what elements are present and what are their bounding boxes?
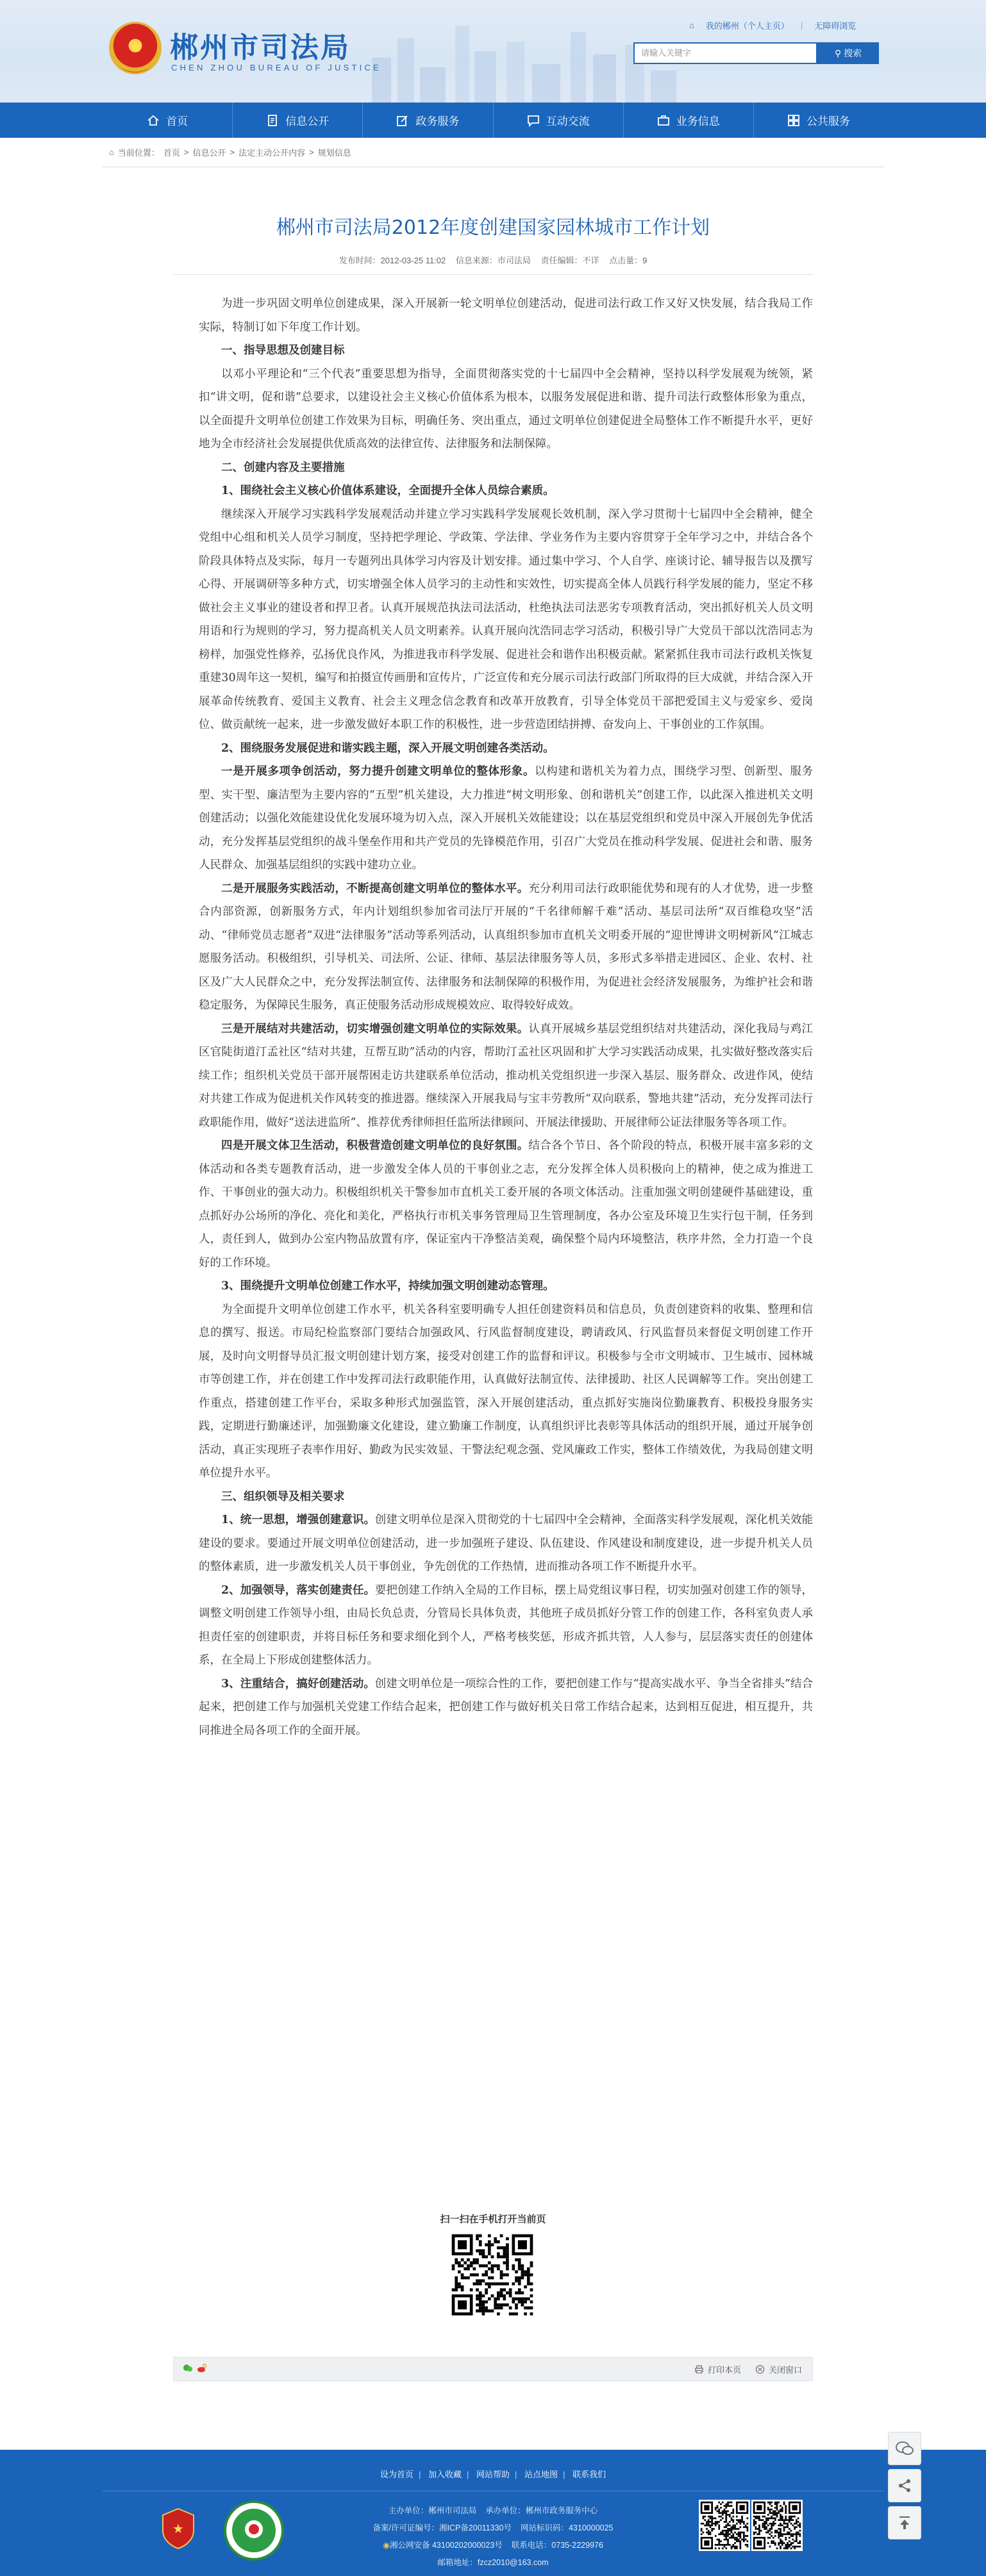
nav-item-home[interactable] xyxy=(103,103,233,138)
section-heading: 2、围绕服务发展促进和谐实践主题，深入开展文明创建各类活动。 xyxy=(221,741,555,755)
view-count: 点击量：9 xyxy=(609,256,648,265)
breadcrumb xyxy=(109,146,351,158)
email-text: 邮箱地址：fzcz2010@163.com xyxy=(437,2558,549,2567)
paragraph-text: 以构建和谐机关为着力点，围绕学习型、创新型、服务型、实干型、廉洁型为主要内容的“五型”机关建设，大力推进“树文明形象、创和谐机关”创建工作，以此深入推进机关文明创建活动；以强化效能建设优化发展环境为切入点，深入开展机关效能建设；以在基层党组织和党员中深入开展创先争优活动，充分发挥基层党组织的战斗堡垒作用和共产党员的先锋模范作用，引召广大党员在推动科学发展、促进社会和谐、服务人民群众、加强基层组织的实践中建功立业。 xyxy=(199,765,813,871)
phone-text: 联系电话：0735-2229976 xyxy=(511,2541,603,2550)
paragraph-text: 要把创建工作纳入全局的工作目标，摆上局党组议事日程，切实加强对创建工作的领导，调整文明创建工作领导小组，由局长负总责，分管局长具体负责，其他班子成员抓好分管工作的创建工作，各科室负责人承担责任室的创建职责，并将目标任务和要求细化到个人，严格考核奖惩，形成齐抓共管，人人参与，层层落实责任的创建体系，在全局上下形成创建整体活力。 xyxy=(199,1583,813,1667)
meta-divider xyxy=(173,274,813,275)
print-label: 打印本页 xyxy=(707,2365,741,2375)
paragraph-lead: 二是开展服务实践活动，不断提高创建文明单位的整体水平。 xyxy=(221,882,529,895)
paragraph-lead: 三是开展结对共建活动，切实增强创建文明单位的实际效果。 xyxy=(221,1022,529,1036)
weibo-qr-code-icon xyxy=(751,2500,803,2551)
nav-item-interaction[interactable] xyxy=(494,103,624,138)
site-footer xyxy=(0,2450,986,2576)
top-links xyxy=(689,19,856,31)
breadcrumb-item-planning[interactable]: 规划信息 xyxy=(317,148,351,158)
footer-link-help[interactable]: 网站帮助 xyxy=(476,2470,510,2479)
article-meta xyxy=(103,254,883,266)
section-heading: 3、围绕提升文明单位创建工作水平，持续加强文明创建动态管理。 xyxy=(221,1280,555,1292)
icp-text[interactable]: 备案/许可证编号：湘ICP备20011330号 xyxy=(372,2523,512,2532)
responsible-editor: 责任编辑：不详 xyxy=(540,256,599,265)
nav-item-label: 政务服务 xyxy=(415,115,460,128)
gov-site-error-correction-badge-icon[interactable] xyxy=(223,2500,285,2561)
organizer-text: 承办单位：郴州市政务服务中心 xyxy=(485,2506,598,2515)
close-window-button[interactable] xyxy=(755,2363,802,2375)
page-actions xyxy=(694,2363,802,2375)
search-button[interactable] xyxy=(817,42,879,64)
accessibility-link[interactable]: 无障碍浏览 xyxy=(814,21,856,31)
briefcase-icon xyxy=(657,114,670,127)
svg-text:★: ★ xyxy=(172,2522,184,2536)
paragraph-lead: 1、统一思想，增强创建意识。 xyxy=(221,1514,375,1526)
paragraph-lead: 四是开展文体卫生活动，积极营造创建文明单位的良好氛围。 xyxy=(221,1139,529,1152)
article-paragraph xyxy=(199,1134,813,1275)
article-paragraph xyxy=(199,1018,813,1135)
search-icon: ⚲ xyxy=(834,48,842,58)
breadcrumb-item-home[interactable]: 首页 xyxy=(163,148,180,158)
article-paragraph: 为全面提升文明单位创建工作水平，机关各科室要明确专人担任创建资料员和信息员，负责创建资料的收集、整理和信息的撰写、报送。市局纪检监察部门要结合加强政风、行风监督制度建设，聘请政风、行风监督员来督促文明创建工作开展，及时向文明督导员汇报文明创建计划方案，接受对创建工作的监督和评议。积极参与全市文明城市、卫生城市、园林城市等创建工作，并在创建工作中发挥司法行政职能作用，认真做好法制宣传、法律援助、社区人民调解等工作。突出创建工作重点，搭建创建工作平台，采取多种形式加强监管，深入开展创建活动，重点抓好实施岗位勤廉教育、积极投身服务实践，定期进行勤廉述评，加强勤廉文化建设，建立勤廉工作制度，认真组织评比表彰等具体活动的组织开展，通过开展争创活动，真正实现班子表率作用好、勤政为民实效显、干警法纪观念强、党风廉政工作实，整体工作绩效优，为我局创建文明单位提升水平。 xyxy=(199,1303,813,1480)
weibo-share-icon[interactable] xyxy=(197,2363,207,2374)
section-heading: 一、指导思想及创建目标 xyxy=(221,344,345,357)
party-gov-badge-icon[interactable] xyxy=(162,2507,195,2550)
section-heading: 1、围绕社会主义核心价值体系建设，全面提升全体人员综合素质。 xyxy=(221,484,555,497)
edit-icon xyxy=(396,114,409,127)
article-paragraph xyxy=(199,877,813,1018)
close-icon xyxy=(755,2365,765,2374)
article-body xyxy=(199,292,813,1742)
site-title[interactable]: 郴州市司法局 xyxy=(170,31,351,64)
search-input[interactable]: 请输入关键字 xyxy=(633,42,817,64)
document-icon xyxy=(266,114,279,127)
wechat-qr-code-icon xyxy=(699,2500,750,2551)
wechat-share-icon[interactable] xyxy=(183,2363,193,2374)
location-icon: ⌂ xyxy=(109,147,114,157)
site-code-text: 网站标识码：4310000025 xyxy=(520,2523,614,2532)
share-icons xyxy=(183,2363,207,2374)
printer-icon xyxy=(694,2365,704,2374)
article-paragraph xyxy=(199,1672,813,1743)
article-paragraph: 为进一步巩固文明单位创建成果，深入开展新一轮文明单位创建活动，促进司法行政工作又好又快发展，结合我局工作实际，特制订如下年度工作计划。 xyxy=(199,297,813,334)
publish-time: 发布时间：2012-03-25 11:02 xyxy=(338,256,446,265)
national-emblem-icon: ★ xyxy=(109,22,162,74)
article-paragraph xyxy=(199,1508,813,1579)
footer-links: 设为首页 | 加入收藏 | 网站帮助 | 站点地图 | 联系我们 xyxy=(380,2470,606,2479)
footer-info xyxy=(295,2502,691,2572)
personal-home-link[interactable]: 我的郴州（个人主页） xyxy=(705,21,789,31)
back-to-top-button[interactable] xyxy=(888,2506,921,2539)
footer-link-set-home[interactable]: 设为首页 xyxy=(380,2470,414,2479)
nav-item-gov-service[interactable] xyxy=(363,103,493,138)
home-icon xyxy=(147,114,160,127)
home-small-icon[interactable]: ⌂ xyxy=(689,21,694,30)
breadcrumb-label: 当前位置： xyxy=(117,148,160,158)
breadcrumb-item-info-public[interactable]: 信息公开 xyxy=(192,148,226,158)
breadcrumb-separator: > xyxy=(183,147,189,157)
nav-item-label: 信息公开 xyxy=(285,115,330,128)
grid-icon xyxy=(787,114,800,127)
site-header xyxy=(0,0,986,103)
footer-link-contact[interactable]: 联系我们 xyxy=(572,2470,606,2479)
paragraph-lead: 3、注重结合，搞好创建活动。 xyxy=(221,1677,375,1690)
float-share-button[interactable] xyxy=(888,2469,921,2502)
police-record-text[interactable]: 湘公网安备 43100202000023号 xyxy=(389,2541,503,2550)
nav-item-business-info[interactable] xyxy=(624,103,754,138)
article-paragraph xyxy=(199,1579,813,1672)
share-icon xyxy=(897,2478,912,2493)
separator: | xyxy=(800,21,803,30)
arrow-up-icon xyxy=(897,2515,912,2531)
article-paragraph xyxy=(199,760,813,877)
print-button[interactable] xyxy=(694,2363,741,2375)
breadcrumb-separator: > xyxy=(230,147,235,157)
sponsor-text: 主办单位：郴州市司法局 xyxy=(388,2506,477,2515)
breadcrumb-separator: > xyxy=(309,147,314,157)
paragraph-lead: 2、加强领导，落实创建责任。 xyxy=(221,1583,375,1597)
float-wechat-button[interactable] xyxy=(888,2432,921,2465)
city-skyline-decoration xyxy=(359,19,680,103)
paragraph-text: 结合各个节日、各个阶段的特点，积极开展丰富多彩的文体活动和各类专题教育活动，进一步激发全体人员的干事创业之志，充分发挥全体人员积极向上的精神，使之成为推进工作、干事创业的强大动力。积极组织机关干警参加市直机关工委开展的各项文体活动。注重加强文明创建硬件基础建设，重点抓好办公场所的净化、亮化和美化，严格执行市机关事务管理局卫生管理制度，各办公室及环境卫生实行包干制，任务到人，责任到人，做到办公室内物品放置有序，保证室内干净整洁美观，确保整个局内环境整洁，秩序井然，全力打造一个良好的工作环境。 xyxy=(199,1139,814,1269)
chat-icon xyxy=(527,114,540,127)
section-heading: 二、创建内容及主要措施 xyxy=(221,461,345,474)
nav-item-label: 业务信息 xyxy=(676,115,720,128)
paragraph-lead: 一是开展多项争创活动，努力提升创建文明单位的整体形象。 xyxy=(221,765,535,778)
nav-item-label: 公共服务 xyxy=(806,115,850,128)
paragraph-text: 认真开展城乡基层党组织结对共建活动，深化我局与鸡江区官陡街道汀孟社区“结对共建，互帮互助”活动的内容，帮助汀孟社区巩固和扩大学习实践活动成果，扎实做好整改落实后续工作；组织机关党员干部开展帮困走访共建联系单位活动，推动机关党组织进一步深入基层、服务群众、改进作风，使结对共建工作成为促进机关作风转变的推进器。继续深入开展我局与宝丰劳教所“双向联系，警地共建”活动，充分发挥司法行政职能作用，做好“送法进监所”、推荐优秀律师担任监所法律顾问、开展法律援助、开展律师公证法律服务等各项工作。 xyxy=(199,1022,814,1129)
share-bar xyxy=(173,2357,813,2381)
article-paragraph: 继续深入开展学习实践科学发展观活动并建立学习实践科学发展观长效机制，深入学习贯彻十七届四中全会精神，健全党组中心组和机关人员学习制度，坚持把学理论、学政策、学法律、学业务作为主要内容贯穿于全年学习之中，并结合各个阶段具体特点及实际，每月一专题列出具体学习内容及计划安排。通过集中学习、个人自学、座谈讨论、辅导报告以及撰写心得、开展调研等多种方式，切实增强全体人员学习的主动性和实效性，切实提高全体人员践行科学发展的能力，坚定不移做社会主义事业的建设者和捍卫者。认真开展规范执法司法活动，杜绝执法司法恶劣专项教育活动，突出抓好机关人员文明用语和行为规则的学习，努力提高机关人员文明素养。认真开展向沈浩同志学习活动，积极引导广大党员干部以沈浩同志为榜样，加强党性修养，弘扬优良作风，为推进我市科学发展、促进社会和谐作出积极贡献。紧紧抓住我市司法行政机关恢复重建30周年这一契机，编写和拍摄宣传画册和宣传片，广泛宣传和充分展示司法行政部门所取得的巨大成就，并结合深入开展革命传统教育、爱国主义教育、社会主义理念信念教育和改革开放教育，引导全体党员干部把爱国主义与爱家乡、爱岗位、做贡献统一起来，进一步激发做好本职工作的积极性，进一步营造团结拼搏、奋发向上、干事创业的工作氛围。 xyxy=(199,508,813,731)
site-subtitle: CHEN ZHOU BUREAU OF JUSTICE xyxy=(171,63,381,72)
nav-item-label: 首页 xyxy=(166,115,188,128)
info-source: 信息来源：市司法局 xyxy=(455,256,531,265)
page-title: 郴州市司法局2012年度创建国家园林城市工作计划 xyxy=(276,217,710,239)
footer-link-sitemap[interactable]: 站点地图 xyxy=(524,2470,558,2479)
nav-item-public-service[interactable] xyxy=(754,103,883,138)
nav-item-label: 互动交流 xyxy=(546,115,590,128)
floating-toolbar xyxy=(888,2432,921,2543)
article-paragraph: 以邓小平理论和“三个代表”重要思想为指导，全面贯彻落实党的十七届四中全会精神，坚持以科学发展观为统领，紧扣“讲文明，促和谐”总要求，以建设社会主义核心价值体系为根本，以服务发展促进和谐、提升司法行政整体形象为重点，以全面提升文明单位创建工作效果为目标，明确任务、突出重点，通过文明单位创建促进全局整体工作不断提升水平，更好地为全市经济社会发展提供优质高效的法律宣传、法律服务和法制保障。 xyxy=(199,367,813,450)
police-badge-icon: ◉ xyxy=(383,2541,390,2550)
page-qr-code-icon xyxy=(449,2231,536,2318)
nav-item-info-public[interactable] xyxy=(233,103,363,138)
section-heading: 三、组织领导及相关要求 xyxy=(221,1490,345,1503)
search-button-label: 搜索 xyxy=(844,48,862,58)
breadcrumb-item-statutory[interactable]: 法定主动公开内容 xyxy=(238,148,306,158)
close-label: 关闭窗口 xyxy=(768,2365,802,2375)
wechat-icon xyxy=(896,2441,914,2456)
paragraph-text: 创建文明单位是深入贯彻党的十七届四中全会精神，全面落实科学发展观，深化机关效能建设的要求。要通过开展文明单位创建活动，进一步加强班子建设、队伍建设、作风建设和制度建设，进一步提升机关人员的整体素质，进一步激发机关人员干事创业，争先创优的工作热情，进而推动各项工作不断提升水平。 xyxy=(199,1514,813,1573)
paragraph-text: 创建文明单位是一项综合性的工作，要把创建工作与“提高实战水平、争当全省排头”结合起来，把创建工作与加强机关党建工作结合起来，把创建工作与做好机关日常工作结合起来，达到相互促进，相互提升，共同推进全局各项工作的全面开展。 xyxy=(199,1677,813,1737)
paragraph-text: 充分利用司法行政职能优势和现有的人才优势，进一步整合内部资源，创新服务方式，年内计划组织参加省司法厅开展的“千名律师解千难”活动、基层司法所“双百维稳攻坚”活动、“律师党员志愿者”双进“法律服务”活动等系列活动，认真组织参加市直机关文明委开展的“迎世博讲文明树新风”江城志愿服务活动。积极组织，引导机关、司法所、公证、律师、基层法律服务等人员，多形式多举措走进园区、企业、农村、社区及广大人民群众之中，充分发挥法制宣传、法律服务和法制保障的积极作用，为促进社会经济发展服务，为维护社会和谐稳定服务，为保障民生服务，真正使服务活动形成规模效应、取得较好成效。 xyxy=(199,882,814,1012)
main-nav xyxy=(0,103,986,138)
qr-caption: 扫一扫在手机打开当前页 xyxy=(440,2214,546,2225)
footer-link-favorite[interactable]: 加入收藏 xyxy=(428,2470,462,2479)
